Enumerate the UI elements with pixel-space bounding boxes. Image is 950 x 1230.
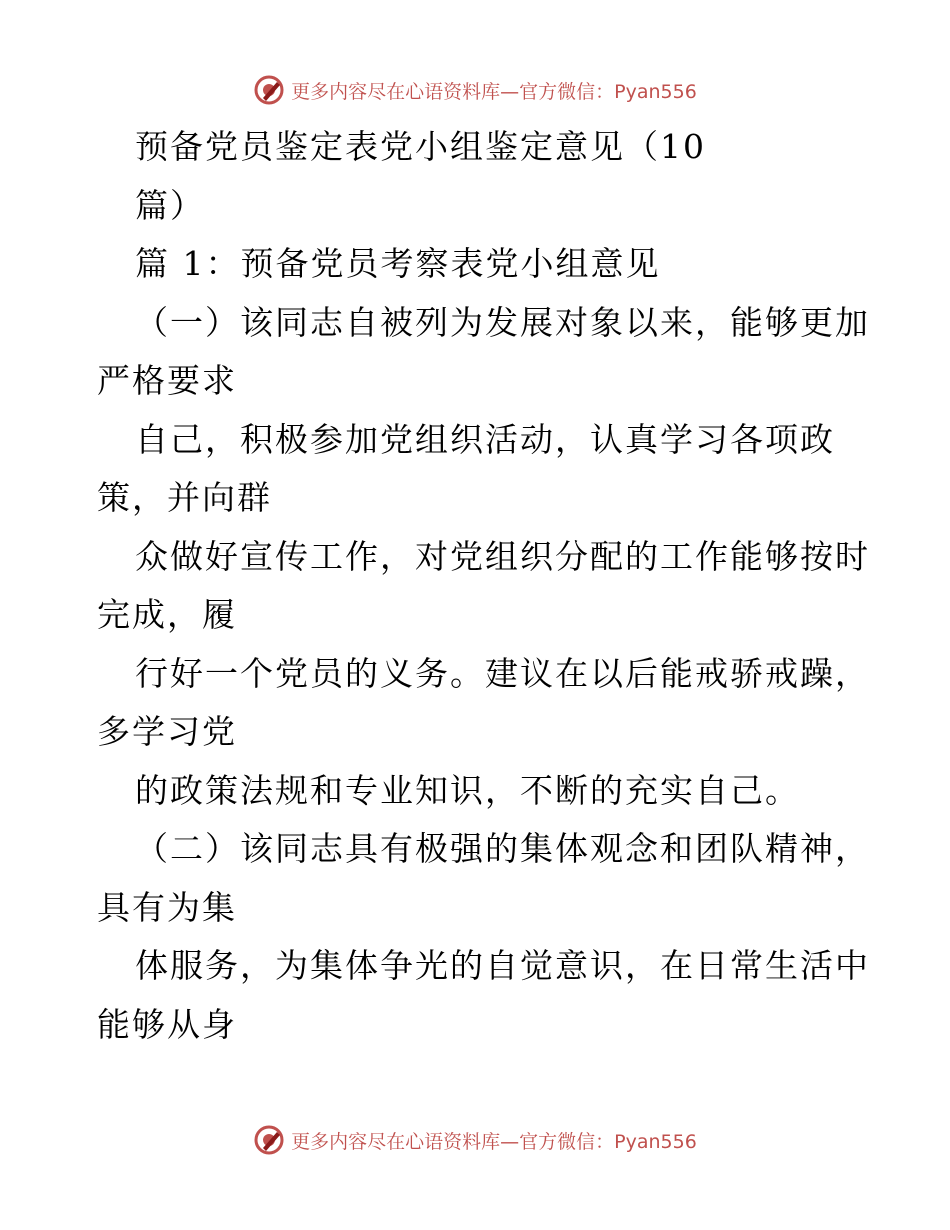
red-seal-logo-icon bbox=[253, 74, 285, 106]
header-banner-text: 更多内容尽在心语资料库—官方微信：Pyan556 bbox=[291, 80, 697, 103]
document-line: 完成，履 bbox=[97, 595, 237, 634]
document-line: 行好一个党员的义务。建议在以后能戒骄戒躁， bbox=[135, 653, 870, 693]
document-line: 体服务，为集体争光的自觉意识，在日常生活中 bbox=[135, 946, 870, 985]
document-line: （一）该同志自被列为发展对象以来，能够更加 bbox=[135, 302, 870, 342]
document-line: 众做好宣传工作，对党组织分配的工作能够按时 bbox=[135, 536, 870, 576]
document-body bbox=[97, 118, 870, 1054]
document-line: 篇） bbox=[135, 185, 205, 225]
document-line: 的政策法规和专业知识，不断的充实自己。 bbox=[135, 770, 800, 810]
header-banner bbox=[0, 70, 950, 110]
document-line: 具有为集 bbox=[97, 887, 237, 927]
footer-banner-text: 更多内容尽在心语资料库—官方微信：Pyan556 bbox=[291, 1130, 697, 1153]
document-line: 篇 1：预备党员考察表党小组意见 bbox=[135, 244, 661, 283]
document-line: 能够从身 bbox=[97, 1004, 237, 1044]
document-line: （二）该同志具有极强的集体观念和团队精神， bbox=[135, 829, 870, 868]
document-line: 严格要求 bbox=[97, 361, 237, 400]
footer-banner bbox=[0, 1120, 950, 1160]
document-line: 多学习党 bbox=[97, 712, 237, 751]
red-seal-logo-icon bbox=[253, 1124, 285, 1156]
document-line: 预备党员鉴定表党小组鉴定意见（10 bbox=[135, 127, 706, 166]
document-line: 策，并向群 bbox=[97, 478, 272, 517]
document-line: 自己，积极参加党组织活动，认真学习各项政 bbox=[135, 419, 835, 459]
